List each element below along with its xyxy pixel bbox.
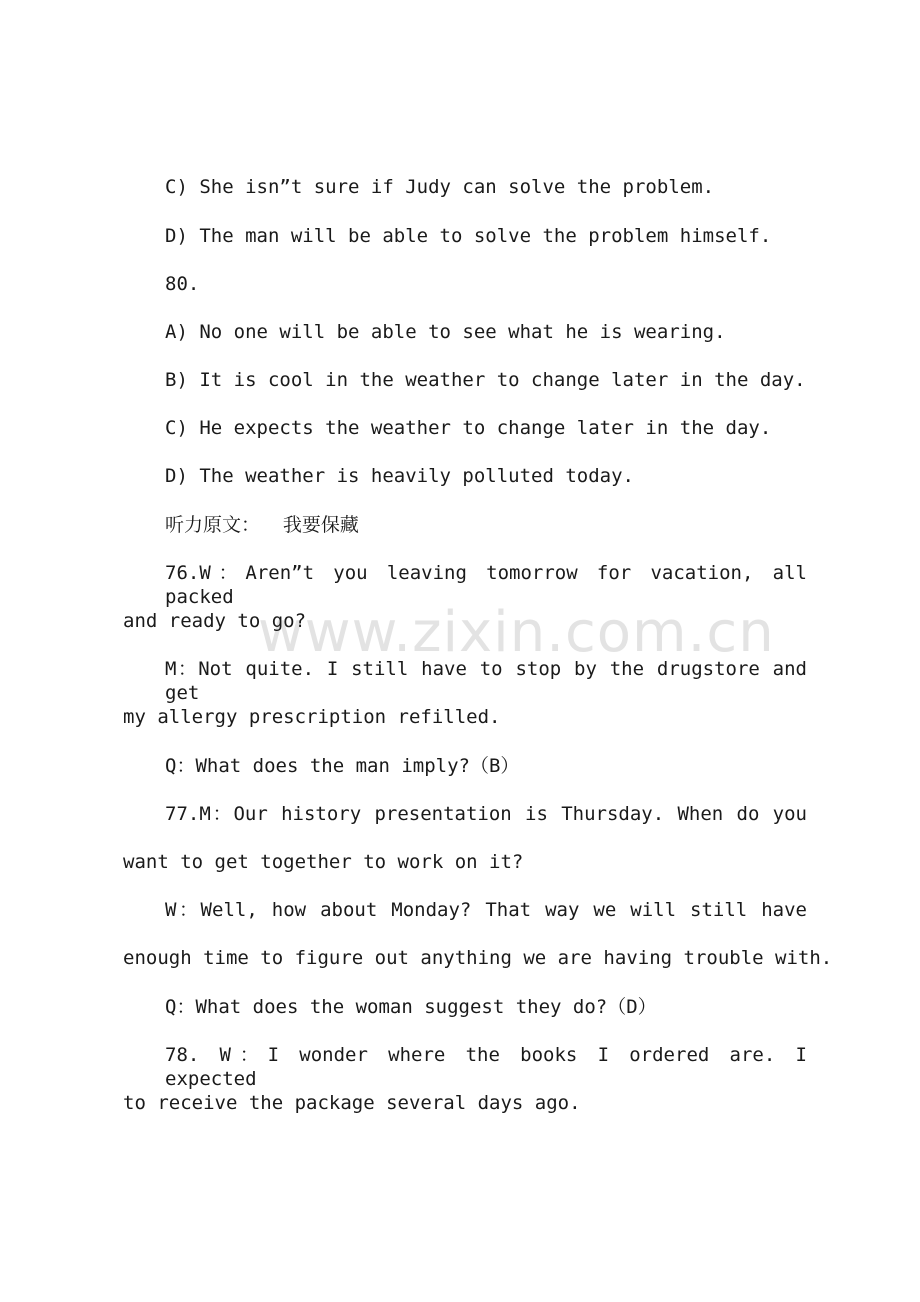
transcript-77-question: Q：What does the woman suggest they do?（D） xyxy=(165,996,657,1018)
transcript-76-m-line2: my allergy prescription refilled. xyxy=(123,706,501,728)
transcript-77-w-line2: enough time to figure out anything we are having trouble with. xyxy=(123,947,833,969)
transcript-heading: 听力原文： 我要保藏 xyxy=(165,514,359,536)
option-80b: B) It is cool in the weather to change later in the day. xyxy=(165,369,806,391)
option-79d: D) The man will be able to solve the problem himself. xyxy=(165,225,772,247)
transcript-77-m-line2: want to get together to work on it? xyxy=(123,851,524,873)
option-80a: A) No one will be able to see what he is wearing. xyxy=(165,321,726,343)
transcript-78-w-line1: 78. W：I wonder where the books I ordered are. I expected xyxy=(165,1044,807,1090)
transcript-76-question: Q：What does the man imply?（B） xyxy=(165,755,520,777)
transcript-76-w-line2: and ready to go? xyxy=(123,610,307,632)
option-79c: C) She isn”t sure if Judy can solve the problem. xyxy=(165,176,715,198)
transcript-76-w-line1: 76.W：Aren”t you leaving tomorrow for vacation, all packed xyxy=(165,562,807,608)
watermark: www.zixin.com.cn xyxy=(258,600,775,665)
transcript-77-m-line1: 77.M：Our history presentation is Thursday. When do you xyxy=(165,803,807,825)
transcript-76-m-line1: M：Not quite. I still have to stop by the drugstore and get xyxy=(165,658,807,704)
transcript-77-w-line1: W：Well, how about Monday? That way we will still have xyxy=(165,899,807,921)
question-number-80: 80. xyxy=(165,273,200,295)
option-80d: D) The weather is heavily polluted today. xyxy=(165,465,634,487)
option-80c: C) He expects the weather to change later in the day. xyxy=(165,417,772,439)
transcript-78-w-line2: to receive the package several days ago. xyxy=(123,1092,581,1114)
